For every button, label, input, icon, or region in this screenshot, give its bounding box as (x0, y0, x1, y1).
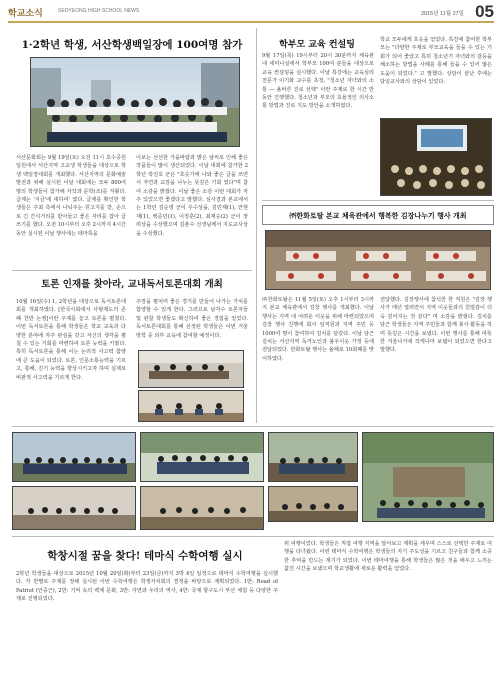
article-body-education-col2: 학교 모두에게 호응을 얻었다. 특강에 참여한 학부모는 "다양한 주제로 부모교육을 들을 수 있는 기회가 되어 좋았고 특히 청소년기 자녀와의 갈등을 해소하는 방법을 사례를 통해 들을 수 있어 많은 도움이 되었다." 고 말했다. 상담이 끝난 후에는 담임교사와의 상담이 있었다. (380, 37, 492, 86)
article-title-math: 학창시절 꿈을 찾다! 테마식 수학여행 실시 (47, 550, 243, 562)
article-body-education-col1: 9월 17일(목) 19시부터 20시 30분까지 체육관 내 세미나실에서 학부모 100여 분들을 대상으로 교육 컨설팅을 실시했다. 이날 특강에는 교육심리 전문가 이기화 교수를 초청, "청소년 자녀와의 소통 — 올바른 진로 선택" 이란 주제로 한 시간 반 동안 진행했다. 청소년과 부모의 효율적인 의사소통 방법과 진로 지도 방안을 소개하였다. (262, 53, 374, 110)
article-title-education: 학부모 교육 컨설팅 (279, 40, 355, 50)
article-body-kimchi-col1: ㈜한화토탈은 11월 5일(토) 오후 1시부터 3시까지 본교 체육관에서 김장 행사를 개최했다. 이날 행사는 지역 내 어려운 이웃을 위해 마련되었으며 김장 행사 진행에 회사 임직원과 지역 주민 등 1000여 명이 참여하여 김치를 담갔다. 이날 담근 김치는 서산지역 독거노인과 불우이웃 가정 등에 전달되었다. 한화토탈 행사는 올해로 10회째를 맞이하였다. (262, 297, 374, 362)
header-rule (8, 21, 494, 23)
debate-photo-1 (138, 350, 244, 388)
section-title: 학교소식 (8, 8, 43, 18)
trip-photo-6 (140, 486, 264, 530)
article-body-math-col2: 위 여행이었다. 학생들은 직접 여행 지역을 알아보고 계획을 세우며 스스로 선택한 주제로 여행을 다녀왔다. 이번 테마식 수학여행은 학생들의 자기 주도성을 기르고 친구들과 함께 소중한 추억을 만드는 계기가 되었다. 이번 테마여행을 통해 학생들은 많은 것을 배우고 느끼는 값진 시간을 보냈으며 학교생활에 새로운 활력을 얻었다. (284, 541, 492, 573)
trip-photo-2 (140, 432, 264, 482)
trip-photo-3 (268, 432, 358, 482)
trip-photo-4 (362, 432, 494, 522)
section-separator (12, 536, 494, 537)
article-body-debate-col2: 주장을 펼치며 좋은 경기를 만들어 나가는 가치를 함양할 수 있게 한다. 그러므로 남자수 토론자들 및 관찰 학생들도 확신하여 좋은 경험을 얻었다. 독서토론대회를 통해 선정된 학생들은 이번 겨울 방학 중 외부 교육에 참여할 예정이다. (136, 299, 248, 339)
kimchi-photo (265, 230, 491, 290)
section-separator (12, 270, 252, 271)
article-body-field-trip-col2: 이보는 선선한 가을바람과 밝은 날씨로 인해 좋은 작품들이 많이 생산되었다. 이날 대회에 참가한 2학년 박진호 군은 "호숫가에 나와 좋은 글을 쓰면서 자연과 교감을 나누는 뜻깊은 기회 였다"며 참여 소감을 밝혔다. 이날 좋은 소감 이번 대회가 자주 있었으면 좋겠다고 말했다. 심사결과 본교에서는 1학년 김순영 군이 우수상을, 김민재(1), 안현재(1), 백준민(1), 이정훈(2), 최재승(2) 군이 장려상을 수상했으며 김춘수 선생님께서 지도교사상을 수상했다. (136, 155, 248, 237)
column-divider (256, 28, 257, 423)
group-photo-field-trip (30, 57, 240, 147)
article-body-kimchi-col2: 전달했다. 김장행사에 참석한 한 직원은 "김장 행사가 매년 열리면서 지역 이웃들과의 친밀감이 더욱 깊어지는 것 같다" 며 소감을 밝혔다. 김치를 담근 학생들은 지역 주민들과 함께 봉사 활동을 하며 뜻깊은 시간을 보냈다. 이번 행사를 통해 따뜻한 겨울나기에 작게나마 보탬이 되었으면 한다고 말했다. (380, 297, 492, 354)
article-body-field-trip-col1: 서산문화회는 9월 19일(토) 오전 11시 호수공원 일원에서 서산지역 고교생 학생들을 대상으로 학생 백일장대회를 개최했다. 서산지역의 문화예술 발전과 위해 실시된 이날 대회에는 모두 800여 명의 학생들이 참가해 자작과 문학(조)를 겨뤘다. 글제는 '지금'에 대하여' 였다. 글제를 확인한 학생들은 주최 측에서 나눠주는 원고지를 받, 손으로 긴 간식거리를 받아들고 좋은 자리를 잡아 글쓰기를 했다. 오전 10시부터 오후 2시까지 4시간 동안 실시된 이날 행사에는 테마특을 (16, 155, 126, 237)
trip-photo-7 (268, 486, 358, 522)
trip-photo-1 (12, 432, 136, 482)
page-number: 05 (475, 2, 494, 21)
section-separator (12, 426, 494, 427)
article-title-debate: 토론 인재를 찾아라, 교내독서토론대회 개최 (41, 279, 223, 290)
debate-photo-2 (138, 390, 244, 422)
article-body-math-col1: 2학년 학생들을 대상으로 2015년 10월 20일(화)부터 23일(금)까지 3박 4일 일정으로 테마식 수학여행을 실시했다. 각 반별로 주제를 정해 실시된 이번 수학여행은 학생자치회의 결정을 바탕으로 계획되었다. 1반: Road of Patriot (안중근), 2반: 기억 속의 백제 문화, 3반: 자연과 우리의 역사, 4반: 국제 항구도시 부산 체험 등 다양한 주제로 진행되었다. (16, 571, 278, 603)
article-title-kimchi: ㈜한화토탈 본교 체육관에서 행복한 김장나누기 행사 개최 (289, 211, 467, 220)
issue-date: 2015년 11월 27일 (420, 11, 464, 17)
article-title-field-trip: 1·2학년 학생, 서산학생백일장에 100여명 참가 (21, 39, 243, 51)
page-header (8, 4, 494, 22)
article-body-debate-col1: 10월 16일(수) 1, 2학년을 대상으로 독서토론대회를 개최하였다. [한국사회에서 사형제도의 존폐 찬반 논쟁]이란 주제를 놓고 토론을 펼쳤다. 이번 독서토론을 통해 학생들은 학교 교육과 다양한 분야에 자주 관심을 갖고 자신의 생각을 펼칠 수 있는 기회를 마련하여 토론 능력을 키웠다. 특히 독서토론을 통해 이는 논리적 사고력 함양에 큰 도움이 되었다. 토론, 인문소통능력을 기르고, 통해, 진기 능력을 향상시키고자 하며 실제로 비판적 사고력을 기르게 한다. (16, 299, 126, 381)
trip-photo-5 (12, 486, 136, 530)
section-separator (262, 200, 494, 201)
publication-name: SEOYEONG HIGH SCHOOL NEWS (58, 8, 140, 14)
seminar-photo (380, 118, 492, 196)
